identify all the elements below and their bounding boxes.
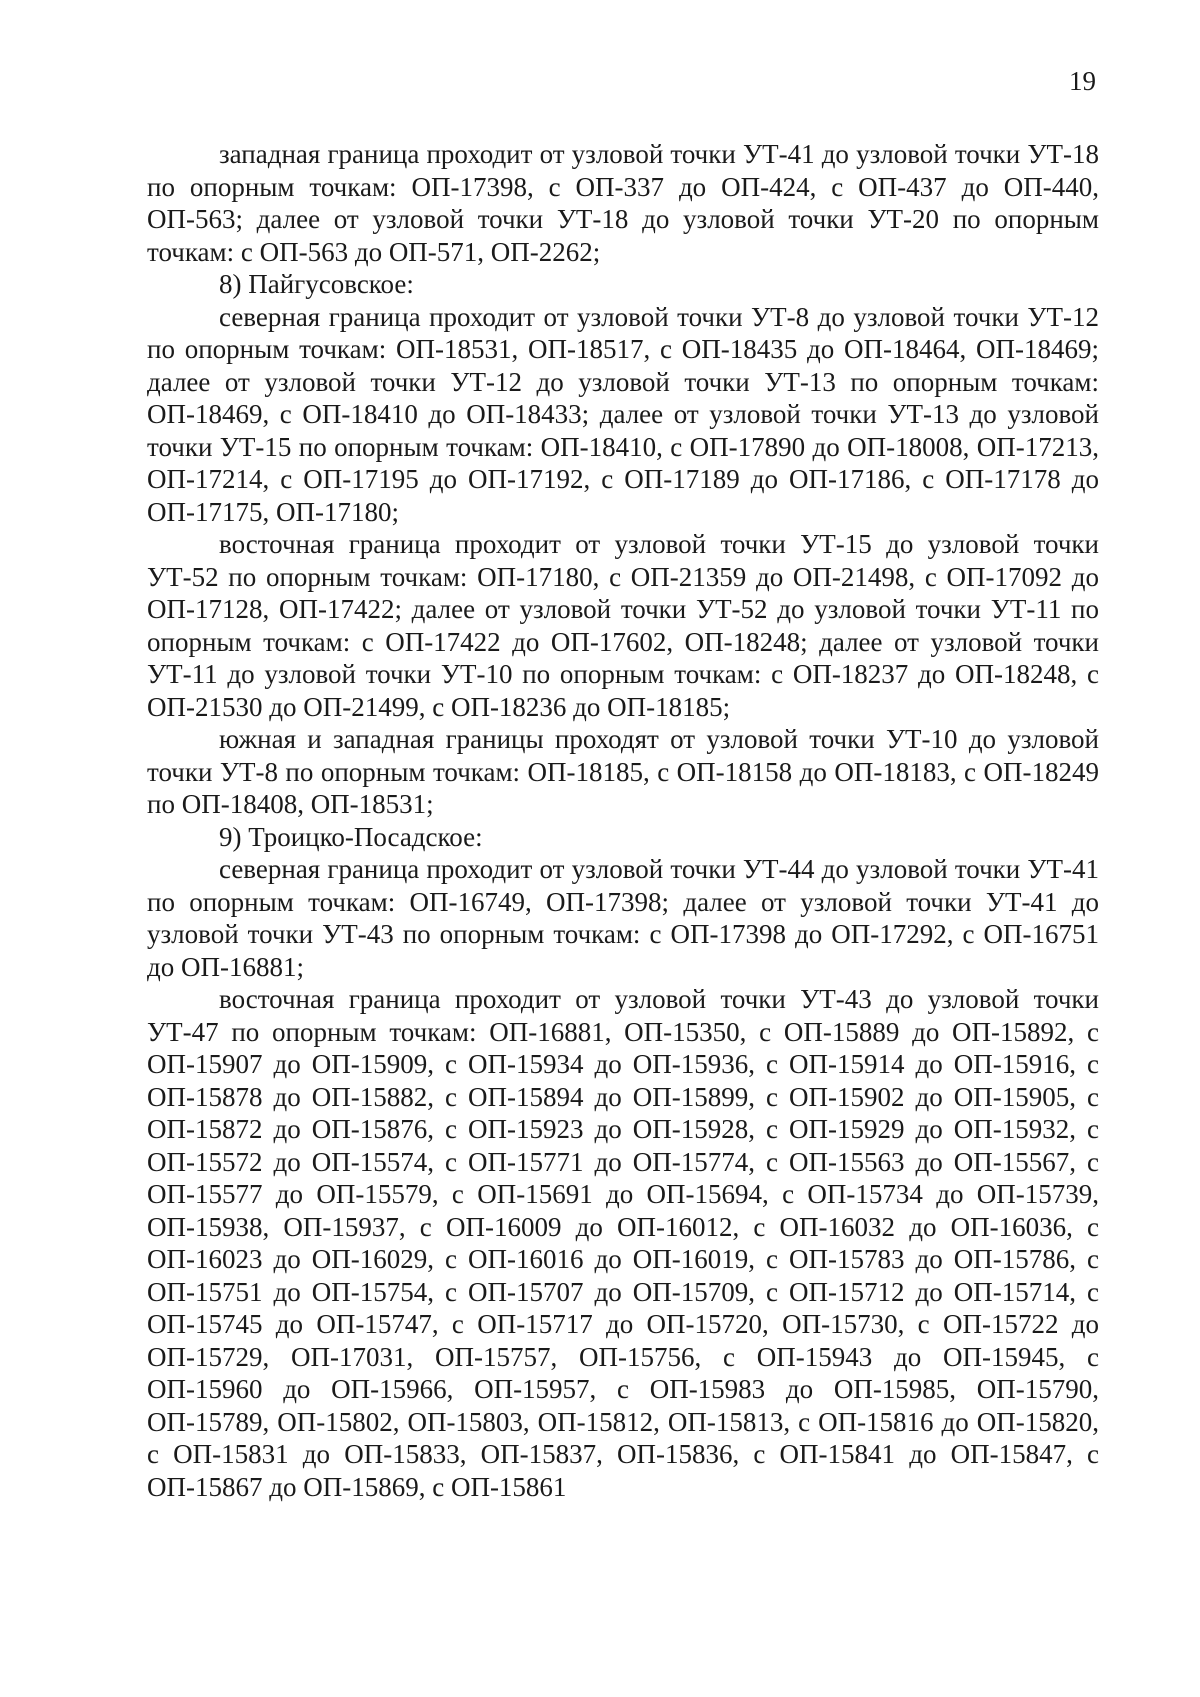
paragraph-western-boundary: западная граница проходит от узловой точки УТ-41 до узловой точки УТ-18 по опорным точкам: ОП-17398, с ОП-337 до ОП-424, с ОП-437 до ОП-440, ОП-563; далее от узловой точки УТ-18 до узловой точки УТ-20 по опорным точкам: с ОП-563 до ОП-571, ОП-2262; xyxy=(147,139,1099,267)
paragraph-eastern-boundary: восточная граница проходит от узловой точки УТ-15 до узловой точки УТ-52 по опорным точкам: ОП-17180, с ОП-21359 до ОП-21498, с ОП-17092 до ОП-17128, ОП-17422; далее от узловой точки УТ-52 до узловой точки УТ-11 по опорным точкам: с ОП-17422 до ОП-17602, ОП-18248; далее от узловой точки УТ-11 до узловой точки УТ-10 по опорным точкам: с ОП-18237 до ОП-18248, с ОП-21530 до ОП-21499, с ОП-18236 до ОП-18185; xyxy=(147,529,1099,722)
section-heading-troitsko-posadskoe: 9) Троицко-Посадское: xyxy=(219,821,483,852)
section-heading-paigusovskoe: 8) Пайгусовское: xyxy=(219,269,414,299)
paragraph-eastern-boundary: восточная граница проходит от узловой точки УТ-43 до узловой точки УТ-47 по опорным точкам: ОП-16881, ОП-15350, с ОП-15889 до ОП-15892, с ОП-15907 до ОП-15909, с ОП-15934 до ОП-15936, с ОП-15914 до ОП-15916, с ОП-15878 до ОП-15882, с ОП-15894 до ОП-15899, с ОП-15902 до ОП-15905, с ОП-15872 до ОП-15876, с ОП-15923 до ОП-15928, с ОП-15929 до ОП-15932, с ОП-15572 до ОП-15574, с ОП-15771 до ОП-15774, с ОП-15563 до ОП-15567, с ОП-15577 до ОП-15579, с ОП-15691 до ОП-15694, с ОП-15734 до ОП-15739, ОП-15938, ОП-15937, с ОП-16009 до ОП-16012, с ОП-16032 до ОП-16036, с ОП-16023 до ОП-16029, с ОП-16016 до ОП-16019, с ОП-15783 до ОП-15786, с ОП-15751 до ОП-15754, с ОП-15707 до ОП-15709, с ОП-15712 до ОП-15714, с ОП-15745 до ОП-15747, с ОП-15717 до ОП-15720, ОП-15730, с ОП-15722 до ОП-15729, ОП-17031, ОП-15757, ОП-15756, с ОП-15943 до ОП-15945, с ОП-15960 до ОП-15966, ОП-15957, с ОП-15983 до ОП-15985, ОП-15790, ОП-15789, ОП-15802, ОП-15803, ОП-15812, ОП-15813, с ОП-15816 до ОП-15820, с ОП-15831 до ОП-15833, ОП-15837, ОП-15836, с ОП-15841 до ОП-15847, с ОП-15867 до ОП-15869, с ОП-15861 xyxy=(147,984,1099,1502)
page-number: 19 xyxy=(1069,66,1096,96)
paragraph-northern-boundary: северная граница проходит от узловой точки УТ-44 до узловой точки УТ-41 по опорным точкам: ОП-16749, ОП-17398; далее от узловой точки УТ-41 до узловой точки УТ-43 по опорным точкам: с ОП-17398 до ОП-17292, с ОП-16751 до ОП-16881; xyxy=(147,854,1099,982)
document-body xyxy=(147,138,1099,1503)
paragraph-northern-boundary: северная граница проходит от узловой точки УТ-8 до узловой точки УТ-12 по опорным точкам: ОП-18531, ОП-18517, с ОП-18435 до ОП-18464, ОП-18469; далее от узловой точки УТ-12 до узловой точки УТ-13 по опорным точкам: ОП-18469, с ОП-18410 до ОП-18433; далее от узловой точки УТ-13 до узловой точки УТ-15 по опорным точкам: ОП-18410, с ОП-17890 до ОП-18008, ОП-17213, ОП-17214, с ОП-17195 до ОП-17192, с ОП-17189 до ОП-17186, с ОП-17178 до ОП-17175, ОП-17180; xyxy=(147,301,1099,527)
paragraph-south-west-boundary: южная и западная границы проходят от узловой точки УТ-10 до узловой точки УТ-8 по опорным точкам: ОП-18185, с ОП-18158 до ОП-18183, с ОП-18249 по ОП-18408, ОП-18531; xyxy=(147,724,1099,819)
